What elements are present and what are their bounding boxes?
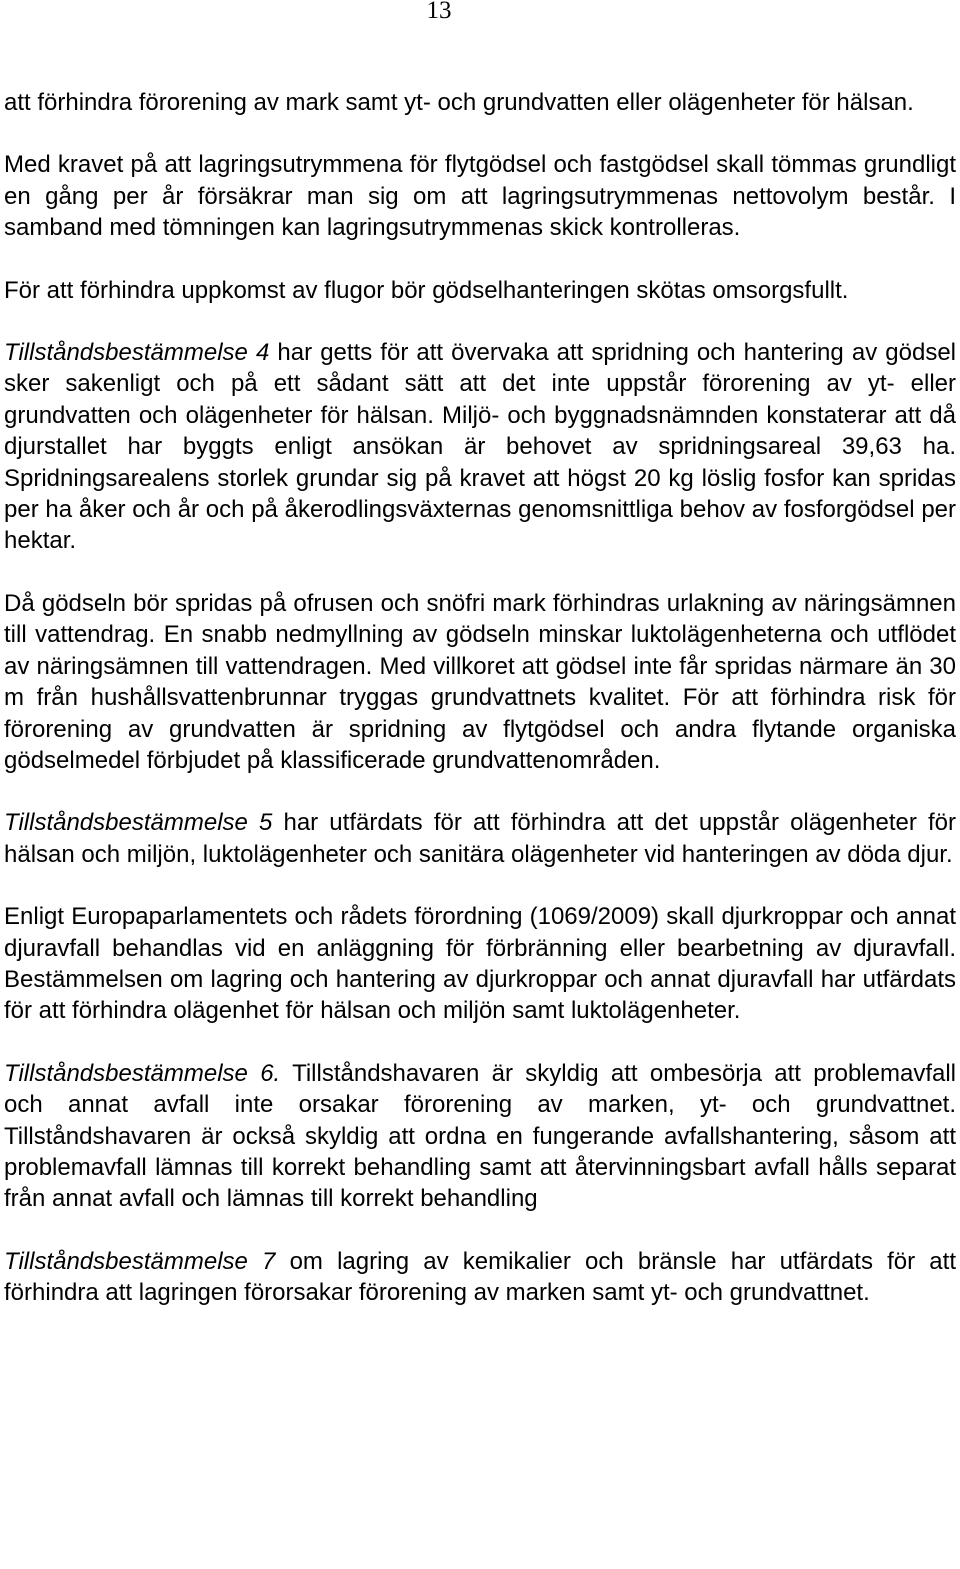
paragraph: [4, 87, 956, 118]
paragraph: [4, 149, 956, 243]
document-body: [4, 87, 956, 1309]
paragraph: [4, 275, 956, 306]
paragraph-text: Enligt Europaparlamentets och rådets förordning (1069/2009) skall djurkroppar och annat djuravfall behandlas vid en anläggning för förbränning eller bearbetning av djuravfall. Bestämmelsen om lagring och hantering av djurkroppar och annat djuravfall har utfärdats för att förhindra olägenhet för hälsan och miljön samt luktolägenheter.: [4, 903, 956, 1025]
paragraph-text: Med kravet på att lagringsutrymmena för flytgödsel och fastgödsel skall tömmas grundligt en gång per år försäkrar man sig om att lagringsutrymmenas nettovolym består. I samband med tömningen kan lagringsutrymmenas skick kontrolleras.: [4, 151, 956, 242]
paragraph-text: Då gödseln bör spridas på ofrusen och snöfri mark förhindras urlakning av näringsämnen till vattendrag. En snabb nedmyllning av gödseln minskar luktolägenheterna och utflödet av näringsämnen till vattendragen. Med villkoret att gödsel inte får spridas närmare än 30 m från hushållsvattenbrunnar tryggas grundvattnets kvalitet. För att förhindra risk för förorening av grundvatten är spridning av flytgödsel och andra flytande organiska gödselmedel förbjudet på klassificerade grundvattenområden.: [4, 589, 956, 774]
regulation-reference: Tillståndsbestämmelse 7: [4, 1247, 276, 1275]
paragraph-text: har utfärdats för att förhindra att det uppstår olägenheter för hälsan och miljön, luktolägenheter och sanitära olägenheter vid hanteringen av döda djur.: [4, 809, 956, 868]
regulation-reference: Tillståndsbestämmelse 4: [4, 339, 270, 367]
page-number: 13: [426, 0, 452, 24]
paragraph: [4, 588, 956, 776]
regulation-reference: Tillståndsbestämmelse 6.: [4, 1059, 281, 1087]
paragraph: [4, 1058, 956, 1215]
paragraph-text: om lagring av kemikalier och bränsle har utfärdats för att förhindra att lagringen förorsakar förorening av marken samt yt- och grundvattnet.: [4, 1247, 956, 1307]
regulation-reference: Tillståndsbestämmelse 5: [4, 809, 273, 837]
paragraph-text: För att förhindra uppkomst av flugor bör gödselhanteringen skötas omsorgsfullt.: [4, 276, 849, 304]
paragraph: [4, 807, 956, 870]
paragraph-text: har getts för att övervaka att spridning och hantering av gödsel sker sakenligt och på ett sådant sätt att det inte uppstår förorening av yt- eller grundvatten och olägenheter för hälsan. Miljö- och byggnadsnämnden konstaterar att då djurstallet har byggts enligt ansökan är behovet av spridningsareal 39,63 ha. Spridningsarealens storlek grundar sig på kravet att högst 20 kg löslig fosfor kan spridas per ha åker och år och på åkerodlingsväxternas genomsnittliga behov av fosforgödsel per hektar.: [4, 339, 957, 555]
paragraph-text: att förhindra förorening av mark samt yt- och grundvatten eller olägenheter för hälsan.: [4, 89, 914, 116]
paragraph: [4, 901, 956, 1027]
paragraph-text: Tillståndshavaren är skyldig att ombesörja att problemavfall och annat avfall inte orsakar förorening av marken, yt- och grundvattnet. Tillståndshavaren är också skyldig att ordna en fungerande avfallshantering, såsom att problemavfall lämnas till korrekt behandling samt att återvinningsbart avfall hålls separat från annat avfall och lämnas till korrekt behandling: [4, 1059, 956, 1213]
paragraph: [4, 337, 956, 557]
paragraph: [4, 1246, 956, 1309]
